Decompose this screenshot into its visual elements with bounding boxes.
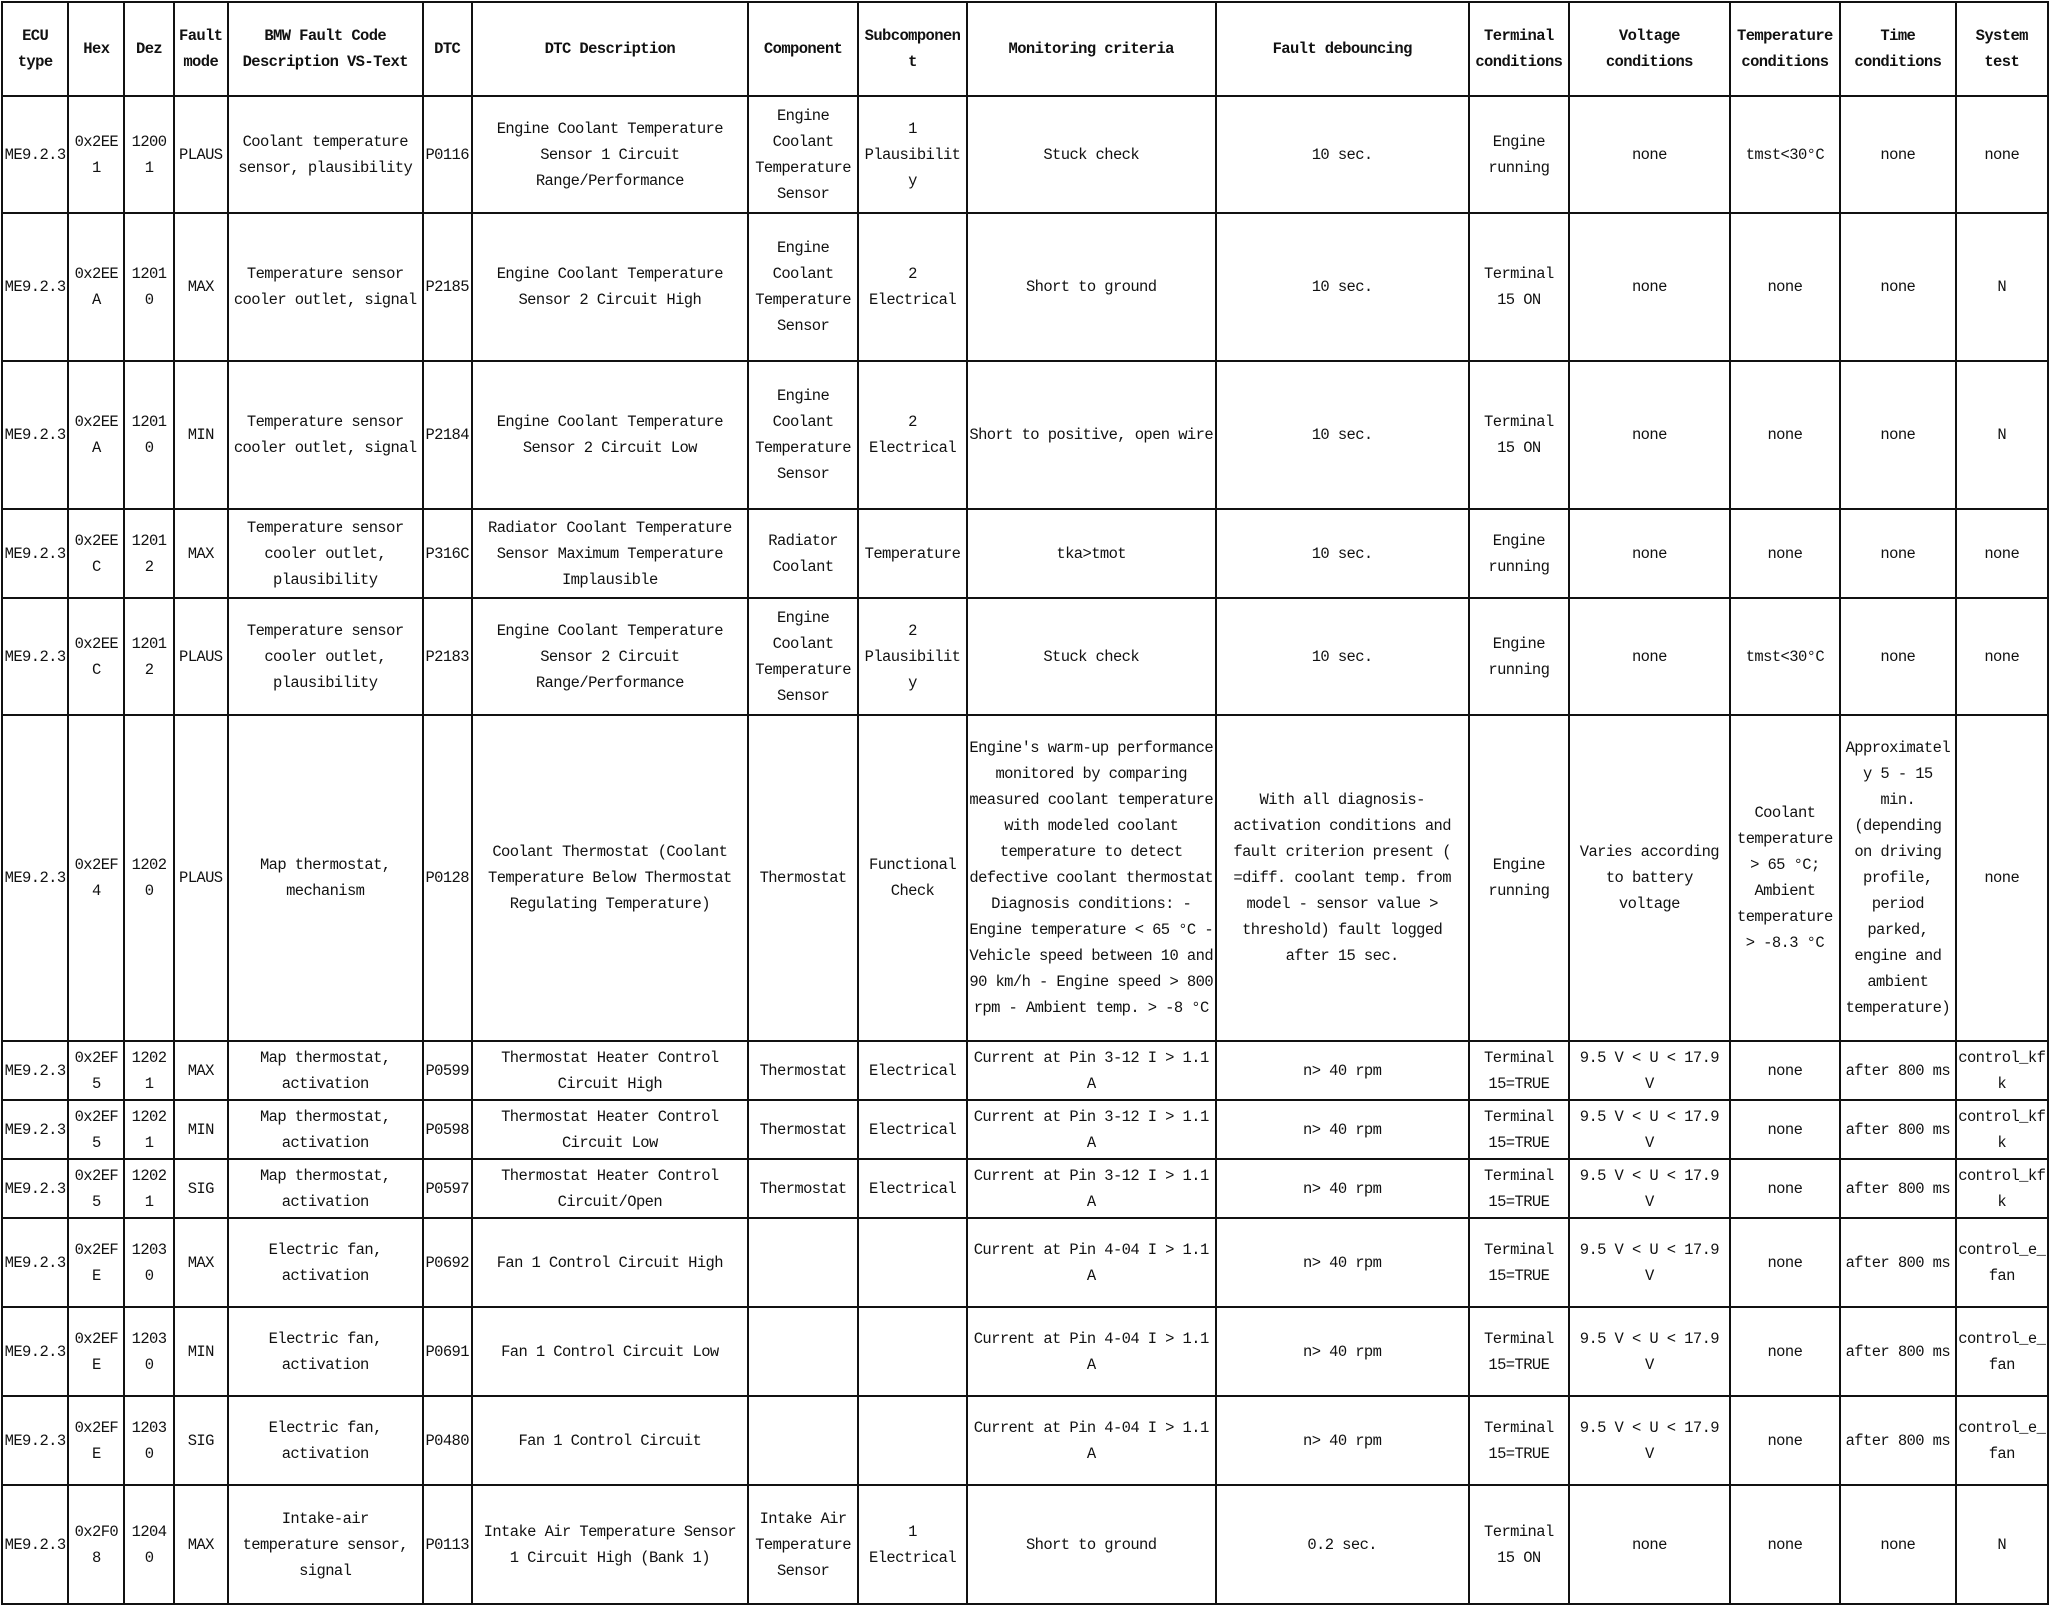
dez-cell: 12010 (124, 213, 173, 361)
subcomponent-cell: Electrical (858, 1100, 966, 1159)
component-cell: Engine Coolant Temperature Sensor (748, 213, 858, 361)
monitoring-criteria-cell: Short to ground (967, 213, 1216, 361)
system-test-cell: control_kfk (1956, 1159, 2048, 1218)
subcomponent-cell: Electrical (858, 1041, 966, 1100)
subcomponent-cell (858, 1396, 966, 1485)
dtc-cell: P2184 (423, 361, 472, 509)
hex-cell: 0x2F08 (68, 1485, 124, 1604)
hex-cell: 0x2EEA (68, 361, 124, 509)
voltage-conditions-cell: none (1569, 361, 1730, 509)
monitoring-criteria-cell: Current at Pin 3-12 I > 1.1 A (967, 1100, 1216, 1159)
time-conditions-cell: none (1840, 96, 1955, 213)
table-row (2, 1307, 2048, 1396)
fault-mode-cell: MAX (174, 1218, 228, 1307)
temperature-conditions-cell: tmst<30°C (1730, 598, 1840, 715)
voltage-conditions-cell: none (1569, 1485, 1730, 1604)
monitoring-criteria-cell: Current at Pin 4-04 I > 1.1 A (967, 1396, 1216, 1485)
ecu-type-cell: ME9.2.3 (2, 1100, 68, 1159)
header-terminal-conditions: Terminal conditions (1469, 2, 1569, 96)
component-cell (748, 1307, 858, 1396)
hex-cell: 0x2EFE (68, 1307, 124, 1396)
dtc-description-cell: Engine Coolant Temperature Sensor 1 Circuit Range/Performance (472, 96, 748, 213)
ecu-type-cell: ME9.2.3 (2, 361, 68, 509)
header-monitoring-criteria: Monitoring criteria (967, 2, 1216, 96)
table-row (2, 1396, 2048, 1485)
ecu-type-cell: ME9.2.3 (2, 213, 68, 361)
component-cell: Thermostat (748, 1100, 858, 1159)
temperature-conditions-cell: none (1730, 1218, 1840, 1307)
hex-cell: 0x2EF5 (68, 1100, 124, 1159)
fault-mode-cell: MAX (174, 509, 228, 598)
table-row (2, 213, 2048, 361)
hex-cell: 0x2EF5 (68, 1041, 124, 1100)
terminal-conditions-cell: Terminal 15=TRUE (1469, 1100, 1569, 1159)
temperature-conditions-cell: none (1730, 1159, 1840, 1218)
component-cell (748, 1396, 858, 1485)
table-row (2, 509, 2048, 598)
time-conditions-cell: after 800 ms (1840, 1218, 1955, 1307)
terminal-conditions-cell: Engine running (1469, 598, 1569, 715)
fault-mode-cell: MAX (174, 1041, 228, 1100)
hex-cell: 0x2EE1 (68, 96, 124, 213)
header-ecu-type: ECU type (2, 2, 68, 96)
subcomponent-cell (858, 1307, 966, 1396)
header-bmw-description: BMW Fault Code Description VS-Text (228, 2, 423, 96)
monitoring-criteria-cell: Stuck check (967, 96, 1216, 213)
fault-code-sheet (1, 1, 2049, 1599)
voltage-conditions-cell: none (1569, 509, 1730, 598)
system-test-cell: none (1956, 509, 2048, 598)
header-dtc-description: DTC Description (472, 2, 748, 96)
bmw-description-cell: Temperature sensor cooler outlet, signal (228, 361, 423, 509)
subcomponent-cell: 2 Electrical (858, 361, 966, 509)
monitoring-criteria-cell: Engine's warm-up performance monitored by comparing measured coolant temperature with modeled coolant temperature to detect defective coolant thermostat Diagnosis conditions: - Engine temperature < 65 °C - Vehicle speed between 10 and 90 km/h - Engine speed > 800 rpm - Ambient temp. > -8 °C (967, 715, 1216, 1041)
temperature-conditions-cell: none (1730, 1100, 1840, 1159)
system-test-cell: control_e_fan (1956, 1396, 2048, 1485)
dez-cell: 12030 (124, 1396, 173, 1485)
bmw-description-cell: Map thermostat, activation (228, 1041, 423, 1100)
header-hex: Hex (68, 2, 124, 96)
voltage-conditions-cell: 9.5 V < U < 17.9 V (1569, 1041, 1730, 1100)
table-row (2, 1041, 2048, 1100)
temperature-conditions-cell: none (1730, 1396, 1840, 1485)
dtc-description-cell: Engine Coolant Temperature Sensor 2 Circuit Low (472, 361, 748, 509)
system-test-cell: control_kfk (1956, 1041, 2048, 1100)
terminal-conditions-cell: Terminal 15 ON (1469, 1485, 1569, 1604)
temperature-conditions-cell: tmst<30°C (1730, 96, 1840, 213)
voltage-conditions-cell: 9.5 V < U < 17.9 V (1569, 1218, 1730, 1307)
table-row (2, 1218, 2048, 1307)
voltage-conditions-cell: none (1569, 96, 1730, 213)
system-test-cell: none (1956, 598, 2048, 715)
component-cell: Engine Coolant Temperature Sensor (748, 598, 858, 715)
hex-cell: 0x2EEC (68, 598, 124, 715)
table-row (2, 96, 2048, 213)
dez-cell: 12021 (124, 1159, 173, 1218)
temperature-conditions-cell: none (1730, 509, 1840, 598)
hex-cell: 0x2EF5 (68, 1159, 124, 1218)
terminal-conditions-cell: Terminal 15=TRUE (1469, 1396, 1569, 1485)
fault-mode-cell: MIN (174, 1307, 228, 1396)
dtc-cell: P316C (423, 509, 472, 598)
terminal-conditions-cell: Engine running (1469, 509, 1569, 598)
terminal-conditions-cell: Terminal 15=TRUE (1469, 1218, 1569, 1307)
fault-debouncing-cell: 10 sec. (1216, 598, 1469, 715)
table-row (2, 361, 2048, 509)
component-cell: Thermostat (748, 1159, 858, 1218)
time-conditions-cell: none (1840, 598, 1955, 715)
dez-cell: 12012 (124, 509, 173, 598)
temperature-conditions-cell: none (1730, 1485, 1840, 1604)
bmw-description-cell: Temperature sensor cooler outlet, plausibility (228, 598, 423, 715)
dez-cell: 12030 (124, 1218, 173, 1307)
ecu-type-cell: ME9.2.3 (2, 1396, 68, 1485)
dtc-description-cell: Fan 1 Control Circuit High (472, 1218, 748, 1307)
fault-debouncing-cell: 10 sec. (1216, 96, 1469, 213)
monitoring-criteria-cell: Current at Pin 4-04 I > 1.1 A (967, 1218, 1216, 1307)
dtc-cell: P0480 (423, 1396, 472, 1485)
dez-cell: 12001 (124, 96, 173, 213)
subcomponent-cell: Electrical (858, 1159, 966, 1218)
fault-debouncing-cell: 10 sec. (1216, 361, 1469, 509)
dtc-cell: P0598 (423, 1100, 472, 1159)
terminal-conditions-cell: Terminal 15=TRUE (1469, 1159, 1569, 1218)
fault-debouncing-cell: n> 40 rpm (1216, 1307, 1469, 1396)
table-row (2, 715, 2048, 1041)
temperature-conditions-cell: Coolant temperature > 65 °C; Ambient temperature > -8.3 °C (1730, 715, 1840, 1041)
dez-cell: 12040 (124, 1485, 173, 1604)
temperature-conditions-cell: none (1730, 213, 1840, 361)
ecu-type-cell: ME9.2.3 (2, 1218, 68, 1307)
time-conditions-cell: none (1840, 213, 1955, 361)
dtc-description-cell: Engine Coolant Temperature Sensor 2 Circuit High (472, 213, 748, 361)
ecu-type-cell: ME9.2.3 (2, 1485, 68, 1604)
table-row (2, 598, 2048, 715)
ecu-type-cell: ME9.2.3 (2, 509, 68, 598)
subcomponent-cell: 1 Plausibility (858, 96, 966, 213)
time-conditions-cell: after 800 ms (1840, 1100, 1955, 1159)
fault-mode-cell: MIN (174, 361, 228, 509)
voltage-conditions-cell: 9.5 V < U < 17.9 V (1569, 1159, 1730, 1218)
monitoring-criteria-cell: Short to ground (967, 1485, 1216, 1604)
subcomponent-cell: 2 Plausibility (858, 598, 966, 715)
terminal-conditions-cell: Terminal 15 ON (1469, 213, 1569, 361)
component-cell: Intake Air Temperature Sensor (748, 1485, 858, 1604)
monitoring-criteria-cell: Current at Pin 3-12 I > 1.1 A (967, 1041, 1216, 1100)
fault-mode-cell: PLAUS (174, 96, 228, 213)
subcomponent-cell (858, 1218, 966, 1307)
table-header (2, 2, 2048, 96)
hex-cell: 0x2EFE (68, 1396, 124, 1485)
bmw-description-cell: Map thermostat, activation (228, 1100, 423, 1159)
component-cell (748, 1218, 858, 1307)
dtc-description-cell: Coolant Thermostat (Coolant Temperature Below Thermostat Regulating Temperature) (472, 715, 748, 1041)
header-fault-debouncing: Fault debouncing (1216, 2, 1469, 96)
monitoring-criteria-cell: Current at Pin 4-04 I > 1.1 A (967, 1307, 1216, 1396)
terminal-conditions-cell: Terminal 15=TRUE (1469, 1041, 1569, 1100)
voltage-conditions-cell: 9.5 V < U < 17.9 V (1569, 1307, 1730, 1396)
bmw-description-cell: Intake-air temperature sensor, signal (228, 1485, 423, 1604)
subcomponent-cell: 2 Electrical (858, 213, 966, 361)
fault-debouncing-cell: 10 sec. (1216, 213, 1469, 361)
temperature-conditions-cell: none (1730, 361, 1840, 509)
dez-cell: 12021 (124, 1041, 173, 1100)
monitoring-criteria-cell: Current at Pin 3-12 I > 1.1 A (967, 1159, 1216, 1218)
time-conditions-cell: after 800 ms (1840, 1159, 1955, 1218)
header-subcomponent: Subcomponent (858, 2, 966, 96)
system-test-cell: N (1956, 1485, 2048, 1604)
terminal-conditions-cell: Engine running (1469, 96, 1569, 213)
table-body (2, 96, 2048, 1604)
header-component: Component (748, 2, 858, 96)
dtc-cell: P0599 (423, 1041, 472, 1100)
fault-mode-cell: PLAUS (174, 598, 228, 715)
monitoring-criteria-cell: Short to positive, open wire (967, 361, 1216, 509)
voltage-conditions-cell: Varies according to battery voltage (1569, 715, 1730, 1041)
fault-debouncing-cell: 0.2 sec. (1216, 1485, 1469, 1604)
component-cell: Thermostat (748, 1041, 858, 1100)
system-test-cell: none (1956, 715, 2048, 1041)
fault-code-table (1, 1, 2049, 1605)
subcomponent-cell: Functional Check (858, 715, 966, 1041)
header-temperature-conditions: Temperature conditions (1730, 2, 1840, 96)
fault-debouncing-cell: 10 sec. (1216, 509, 1469, 598)
fault-debouncing-cell: n> 40 rpm (1216, 1396, 1469, 1485)
subcomponent-cell: 1 Electrical (858, 1485, 966, 1604)
hex-cell: 0x2EEA (68, 213, 124, 361)
dtc-description-cell: Thermostat Heater Control Circuit Low (472, 1100, 748, 1159)
time-conditions-cell: none (1840, 361, 1955, 509)
temperature-conditions-cell: none (1730, 1041, 1840, 1100)
voltage-conditions-cell: 9.5 V < U < 17.9 V (1569, 1100, 1730, 1159)
dtc-cell: P0597 (423, 1159, 472, 1218)
dtc-description-cell: Intake Air Temperature Sensor 1 Circuit High (Bank 1) (472, 1485, 748, 1604)
time-conditions-cell: none (1840, 509, 1955, 598)
terminal-conditions-cell: Engine running (1469, 715, 1569, 1041)
fault-debouncing-cell: With all diagnosis-activation conditions and fault criterion present ( =diff. coolant temp. from model - sensor value > threshold) fault logged after 15 sec. (1216, 715, 1469, 1041)
header-row (2, 2, 2048, 96)
hex-cell: 0x2EEC (68, 509, 124, 598)
dtc-description-cell: Fan 1 Control Circuit (472, 1396, 748, 1485)
voltage-conditions-cell: none (1569, 598, 1730, 715)
dtc-description-cell: Thermostat Heater Control Circuit High (472, 1041, 748, 1100)
bmw-description-cell: Electric fan, activation (228, 1307, 423, 1396)
dtc-description-cell: Radiator Coolant Temperature Sensor Maximum Temperature Implausible (472, 509, 748, 598)
system-test-cell: control_e_fan (1956, 1218, 2048, 1307)
subcomponent-cell: Temperature (858, 509, 966, 598)
fault-debouncing-cell: n> 40 rpm (1216, 1100, 1469, 1159)
terminal-conditions-cell: Terminal 15 ON (1469, 361, 1569, 509)
bmw-description-cell: Temperature sensor cooler outlet, plausibility (228, 509, 423, 598)
time-conditions-cell: Approximately 5 - 15 min. (depending on driving profile, period parked, engine and ambient temperature) (1840, 715, 1955, 1041)
time-conditions-cell: after 800 ms (1840, 1041, 1955, 1100)
dtc-cell: P0128 (423, 715, 472, 1041)
component-cell: Radiator Coolant (748, 509, 858, 598)
fault-debouncing-cell: n> 40 rpm (1216, 1159, 1469, 1218)
time-conditions-cell: none (1840, 1485, 1955, 1604)
system-test-cell: N (1956, 213, 2048, 361)
ecu-type-cell: ME9.2.3 (2, 1307, 68, 1396)
dez-cell: 12012 (124, 598, 173, 715)
monitoring-criteria-cell: tka>tmot (967, 509, 1216, 598)
component-cell: Thermostat (748, 715, 858, 1041)
fault-mode-cell: PLAUS (174, 715, 228, 1041)
system-test-cell: control_kfk (1956, 1100, 2048, 1159)
hex-cell: 0x2EFE (68, 1218, 124, 1307)
voltage-conditions-cell: 9.5 V < U < 17.9 V (1569, 1396, 1730, 1485)
component-cell: Engine Coolant Temperature Sensor (748, 96, 858, 213)
fault-mode-cell: MIN (174, 1100, 228, 1159)
system-test-cell: control_e_fan (1956, 1307, 2048, 1396)
header-time-conditions: Time conditions (1840, 2, 1955, 96)
fault-debouncing-cell: n> 40 rpm (1216, 1218, 1469, 1307)
bmw-description-cell: Map thermostat, activation (228, 1159, 423, 1218)
temperature-conditions-cell: none (1730, 1307, 1840, 1396)
dtc-description-cell: Thermostat Heater Control Circuit/Open (472, 1159, 748, 1218)
ecu-type-cell: ME9.2.3 (2, 1159, 68, 1218)
dez-cell: 12021 (124, 1100, 173, 1159)
header-dez: Dez (124, 2, 173, 96)
dtc-cell: P0116 (423, 96, 472, 213)
header-system-test: System test (1956, 2, 2048, 96)
dez-cell: 12010 (124, 361, 173, 509)
dtc-cell: P0692 (423, 1218, 472, 1307)
fault-mode-cell: SIG (174, 1396, 228, 1485)
ecu-type-cell: ME9.2.3 (2, 715, 68, 1041)
header-dtc: DTC (423, 2, 472, 96)
dez-cell: 12030 (124, 1307, 173, 1396)
ecu-type-cell: ME9.2.3 (2, 1041, 68, 1100)
hex-cell: 0x2EF4 (68, 715, 124, 1041)
bmw-description-cell: Map thermostat, mechanism (228, 715, 423, 1041)
bmw-description-cell: Coolant temperature sensor, plausibility (228, 96, 423, 213)
dtc-cell: P0113 (423, 1485, 472, 1604)
system-test-cell: N (1956, 361, 2048, 509)
fault-mode-cell: MAX (174, 213, 228, 361)
time-conditions-cell: after 800 ms (1840, 1307, 1955, 1396)
table-row (2, 1100, 2048, 1159)
bmw-description-cell: Temperature sensor cooler outlet, signal (228, 213, 423, 361)
fault-mode-cell: SIG (174, 1159, 228, 1218)
fault-mode-cell: MAX (174, 1485, 228, 1604)
bmw-description-cell: Electric fan, activation (228, 1218, 423, 1307)
ecu-type-cell: ME9.2.3 (2, 598, 68, 715)
dtc-description-cell: Engine Coolant Temperature Sensor 2 Circuit Range/Performance (472, 598, 748, 715)
bmw-description-cell: Electric fan, activation (228, 1396, 423, 1485)
ecu-type-cell: ME9.2.3 (2, 96, 68, 213)
header-voltage-conditions: Voltage conditions (1569, 2, 1730, 96)
time-conditions-cell: after 800 ms (1840, 1396, 1955, 1485)
fault-debouncing-cell: n> 40 rpm (1216, 1041, 1469, 1100)
dez-cell: 12020 (124, 715, 173, 1041)
header-fault-mode: Fault mode (174, 2, 228, 96)
table-row (2, 1485, 2048, 1604)
component-cell: Engine Coolant Temperature Sensor (748, 361, 858, 509)
dtc-cell: P0691 (423, 1307, 472, 1396)
dtc-cell: P2185 (423, 213, 472, 361)
monitoring-criteria-cell: Stuck check (967, 598, 1216, 715)
terminal-conditions-cell: Terminal 15=TRUE (1469, 1307, 1569, 1396)
voltage-conditions-cell: none (1569, 213, 1730, 361)
table-row (2, 1159, 2048, 1218)
system-test-cell: none (1956, 96, 2048, 213)
dtc-description-cell: Fan 1 Control Circuit Low (472, 1307, 748, 1396)
dtc-cell: P2183 (423, 598, 472, 715)
